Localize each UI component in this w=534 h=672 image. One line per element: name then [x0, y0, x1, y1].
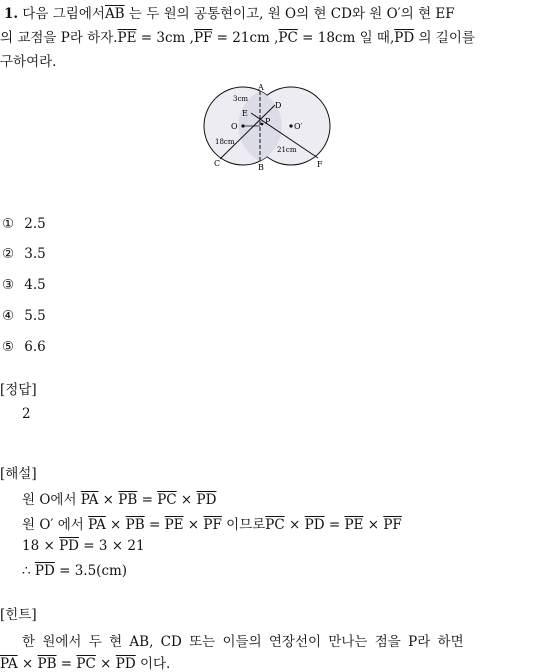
segment-ab: $\overline{AB}$	[104, 6, 125, 22]
label-e: E	[242, 109, 248, 118]
label-a: A	[258, 83, 264, 92]
choice-1[interactable]	[2, 216, 46, 232]
question-number: 1.	[4, 6, 19, 22]
hint-header: [힌트]	[0, 607, 37, 623]
answer-header: [정답]	[0, 382, 37, 398]
label-c: C	[214, 159, 221, 168]
hint-line-2: $\overline{PA} \times \overline{PB} = \overline{PC} \times \overline{PD}$ 이다.	[0, 656, 171, 672]
answer-value: 2	[22, 406, 31, 422]
segment-pd: $\overline{PD}$	[394, 30, 415, 46]
choice-4[interactable]	[2, 308, 46, 324]
choice-marker: ③	[2, 277, 15, 293]
label-18cm: 18cm	[215, 138, 235, 146]
choice-2[interactable]	[2, 246, 46, 262]
two-circles-figure	[198, 82, 338, 172]
question-line-1: 1. 다음 그림에서$\overline{AB}$ 는 두 원의 공통현이고, 원 O의 현 CD와 원 O′의 현 EF	[4, 6, 455, 22]
choice-marker: ④	[2, 308, 15, 324]
question-text: 다음 그림에서	[22, 6, 105, 22]
choice-5[interactable]	[2, 339, 46, 355]
point-p	[261, 123, 264, 126]
segment-pf: $\overline{PF}$	[193, 30, 213, 46]
solution-line-1: 원 O에서 $\overline{PA} \times \overline{PB} = \overline{PC} \times \overline{PD}$	[22, 492, 217, 508]
choice-text: 3.5	[24, 246, 46, 262]
choice-text: 5.5	[24, 308, 46, 324]
choice-text: 6.6	[24, 339, 46, 355]
solution-line-3: $18 \times \overline{PD} = 3 \times 21$	[22, 538, 145, 554]
choice-3[interactable]	[2, 277, 46, 293]
center-o	[241, 124, 244, 127]
choice-marker: ②	[2, 246, 15, 262]
label-o: O	[231, 122, 238, 131]
segment-pe: $\overline{PE}$	[117, 30, 137, 46]
label-b: B	[258, 163, 264, 172]
choice-marker: ⑤	[2, 339, 15, 355]
segment-pc: $\overline{PC}$	[278, 30, 298, 46]
label-3cm: 3cm	[233, 95, 249, 103]
label-o-prime: O′	[294, 122, 303, 131]
label-p: P	[265, 117, 271, 126]
label-21cm: 21cm	[277, 146, 297, 154]
label-f: F	[317, 160, 323, 169]
solution-header: [해설]	[0, 466, 37, 482]
question-line-2: 의 교점을 P라 하자$.\overline{PE} = 3cm$ $,\overline{PF} = 21cm$ $,\overline{PC} = 18cm$ 일 때$,\overline{PD}$ 의 길이를	[0, 30, 475, 46]
solution-line-4: ∴ $\overline{PD} = 3.5(cm)$	[22, 563, 128, 579]
solution-line-2: 원 O′ 에서 $\overline{PA} \times \overline{PB} = \overline{PE} \times \overline{PF}$ 이므로$\overline{PC} \times \overline{PD} = \overline{PE} \times \overline{PF}$	[22, 517, 402, 533]
choice-text: 2.5	[24, 216, 46, 232]
center-o-prime	[289, 124, 292, 127]
choice-text: 4.5	[24, 277, 46, 293]
question-line-3: 구하여라.	[0, 54, 57, 70]
choice-marker: ①	[2, 216, 15, 232]
label-d: D	[275, 101, 282, 110]
hint-line-1: 한 원에서 두 현 AB, CD 또는 이들의 연장선이 만나는 점을 P라 하면	[22, 634, 464, 650]
